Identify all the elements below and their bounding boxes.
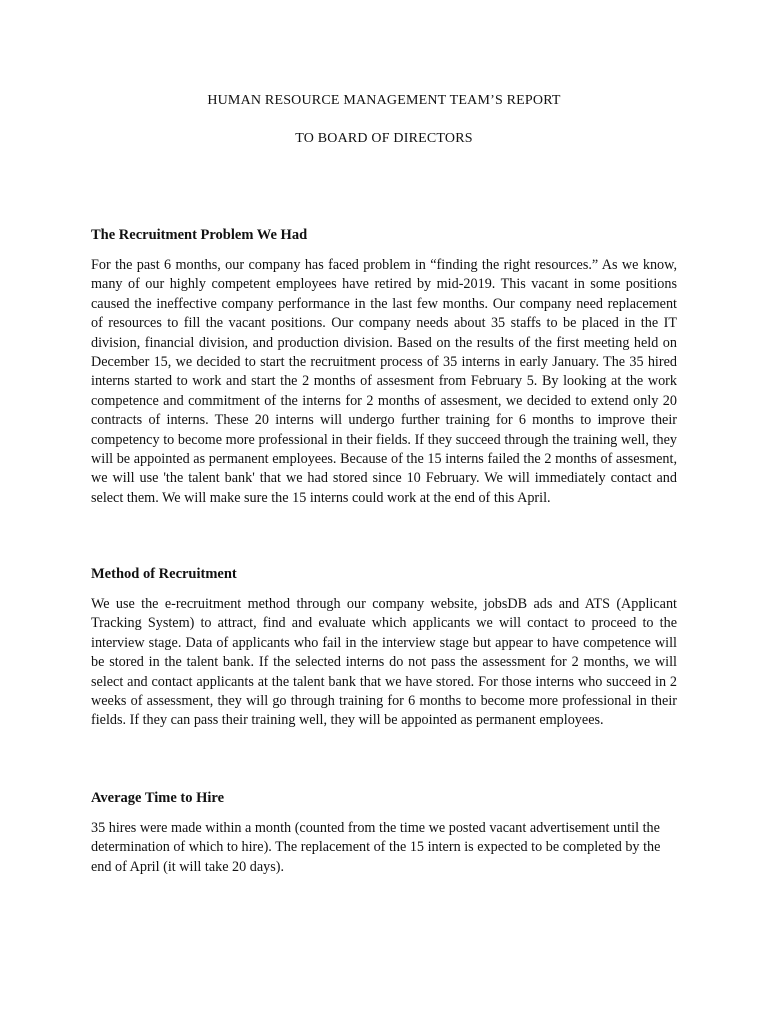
section-heading-average-time-to-hire: Average Time to Hire <box>91 790 225 806</box>
report-title: HUMAN RESOURCE MANAGEMENT TEAM’S REPORT <box>207 93 561 108</box>
section-body-recruitment-problem: For the past 6 months, our company has faced problem in “finding the right resources.” As we know, many of our highly competent employees have retired by mid-2019. This vacant in some positions caused the ineffective company performance in the last few months. Our company need replacement of resources to fill the vacant positions. Our company needs about 35 staffs to be placed in the IT division, financial division, and production division. Based on the results of the first meeting held on December 15, we decided to start the recruitment process of 35 interns in early January. The 35 hired interns started to work and start the 2 months of assesment from February 5. By looking at the work competence and commitment of the interns for 2 months of assesment, we decided to extend only 20 contracts of interns. These 20 interns will undergo further training for 6 months to improve their competency to become more professional in their fields. If they succeed through the training well, they will be appointed as permanent employees. Because of the 15 interns failed the 2 months of assesment, we will use 'the talent bank' that we had stored since 10 February. We will immediately contact and select them. We will make sure the 15 interns could work at the end of this April. <box>91 257 677 506</box>
report-subtitle: TO BOARD OF DIRECTORS <box>295 131 473 146</box>
section-body-method-of-recruitment: We use the e-recruitment method through our company website, jobsDB ads and ATS (Applicant Tracking System) to attract, find and evaluate which applicants we will contact to proceed to the interview stage. Data of applicants who fail in the interview stage but appear to have competence will be stored in the talent bank. If the selected interns do not pass the assessment for 2 months, we will select and contact applicants at the talent bank that we have stored. For those interns who succeed in 2 weeks of assessment, they will go through training for 6 months to become more professional in their fields. If they can pass their training well, they will be appointed as permanent employees. <box>91 596 677 729</box>
section-heading-method-of-recruitment: Method of Recruitment <box>91 566 237 582</box>
section-heading-recruitment-problem: The Recruitment Problem We Had <box>91 227 308 243</box>
section-body-average-time-to-hire: 35 hires were made within a month (counted from the time we posted vacant advertisement until the determination of which to hire). The replacement of the 15 intern is expected to be completed by the end of April (it will take 20 days). <box>91 820 661 875</box>
